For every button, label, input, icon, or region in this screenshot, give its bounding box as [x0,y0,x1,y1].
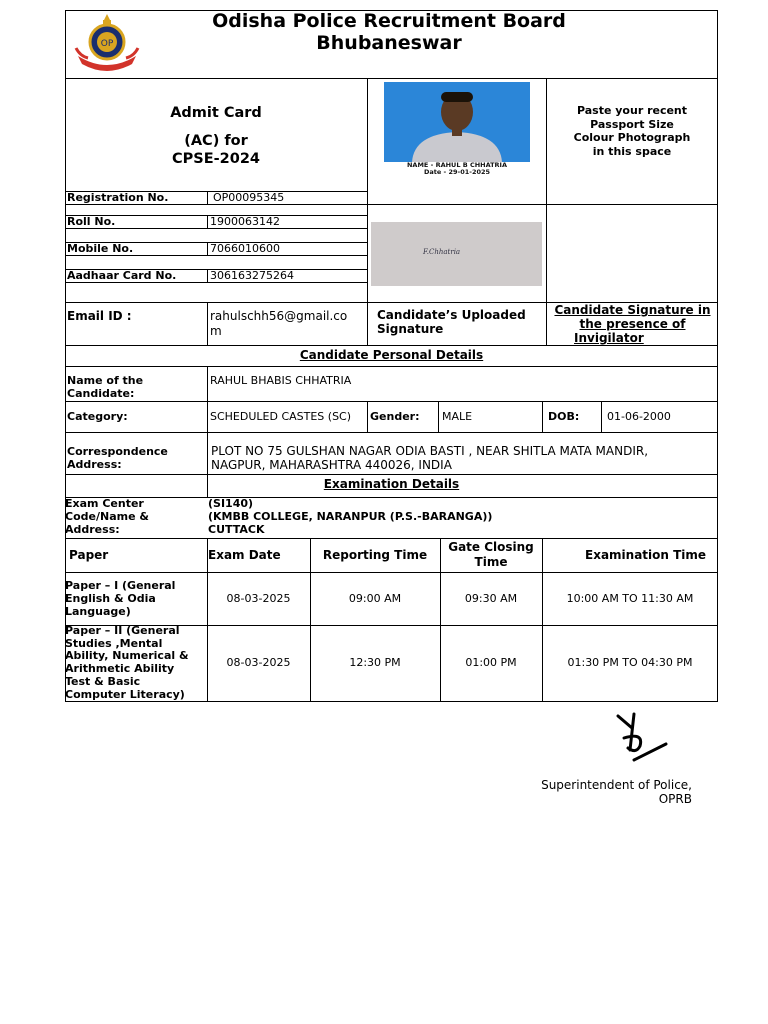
exam-center-label: Exam Center Code/Name & Address: [65,497,149,536]
paper-2-reporting: 12:30 PM [349,656,401,669]
aadhaar-value: 306163275264 [210,269,294,282]
gender-value: MALE [442,410,473,423]
uploaded-signature-label: Candidate’s Uploaded Signature [377,308,526,336]
paper-2-date: 08-03-2025 [226,656,291,669]
paper-2-exam-time: 01:30 PM TO 04:30 PM [567,656,693,669]
address-value: PLOT NO 75 GULSHAN NAGAR ODIA BASTI , NEAR SHITLA MATA MANDIR, NAGPUR, MAHARASHTRA 440026, INDIA [211,444,649,472]
paper-1-date: 08-03-2025 [226,592,291,605]
dob-value: 01-06-2000 [607,410,671,423]
uploaded-signature-image: F.Chhatria [371,222,542,286]
personal-details-heading: Candidate Personal Details [299,348,484,362]
aadhaar-label: Aadhaar Card No. [67,269,177,282]
divider [367,401,368,433]
invigilator-signature-label: Candidate Signature in the presence of Invigilator [554,303,711,345]
divider [207,215,208,229]
paper-1-reporting: 09:00 AM [348,592,402,605]
divider [65,432,718,433]
roll-label: Roll No. [67,215,116,228]
dob-label: DOB: [548,410,580,423]
svg-text:OP: OP [100,39,114,49]
divider [367,204,718,205]
category-label: Category: [67,410,128,423]
gender-label: Gender: [370,410,420,423]
registration-label: Registration No. [67,191,169,204]
paper-2-gate: 01:00 PM [465,656,517,669]
divider [65,366,718,367]
divider [65,78,718,79]
email-value: rahulschh56@gmail.co m [210,309,348,338]
authority-designation: Superintendent of Police, OPRB [541,778,692,806]
col-paper: Paper [69,548,109,562]
divider [207,242,208,256]
col-examination-time: Examination Time [585,548,707,562]
divider [310,538,311,702]
authority-signature-icon [610,710,672,770]
divider [65,345,718,346]
divider [438,401,439,433]
col-exam-date: Exam Date [208,548,281,562]
paper-2-name: Paper – II (General Studies ,Mental Ability, Numerical & Arithmetic Ability Test & Basic Computer Literacy) [65,624,189,701]
divider [542,401,543,433]
divider [207,538,208,702]
email-label: Email ID : [67,309,132,323]
divider [601,401,602,433]
police-emblem-icon [72,12,142,74]
divider [207,269,208,283]
divider [65,474,718,475]
paper-1-name: Paper – I (General English & Odia Language) [65,579,176,618]
category-value: SCHEDULED CASTES (SC) [210,410,352,423]
name-value: RAHUL BHABIS CHHATRIA [210,374,352,387]
roll-value: 1900063142 [210,215,280,228]
paste-photo-note: Paste your recent Passport Size Colour Photograph in this space [573,104,691,158]
col-reporting-time: Reporting Time [322,548,428,562]
paper-1-exam-time: 10:00 AM TO 11:30 AM [566,592,694,605]
exam-center-value: (SI140) (KMBB COLLEGE, NARANPUR (P.S.-BARANGA)) CUTTACK [208,497,493,536]
divider [367,78,368,346]
col-gate-closing-time: Gate Closing Time [448,540,534,569]
divider [65,538,718,539]
name-label: Name of the Candidate: [67,374,144,400]
admit-card-heading: Admit Card (AC) for CPSE-2024 [170,105,262,167]
photo-caption: NAME - RAHUL B CHHATRIA Date - 29-01-2025 [406,161,508,176]
address-label: Correspondence Address: [67,445,168,471]
mobile-value: 7066010600 [210,242,280,255]
exam-details-heading: Examination Details [323,477,460,491]
board-title: Odisha Police Recruitment Board Bhubaneswar [212,10,566,54]
divider [207,191,208,205]
divider [207,302,208,346]
registration-value: OP00095345 [213,191,285,204]
divider [542,538,543,702]
candidate-photo [384,82,530,162]
paper-1-gate: 09:30 AM [464,592,518,605]
divider [65,572,718,573]
divider [65,401,718,402]
mobile-label: Mobile No. [67,242,134,255]
